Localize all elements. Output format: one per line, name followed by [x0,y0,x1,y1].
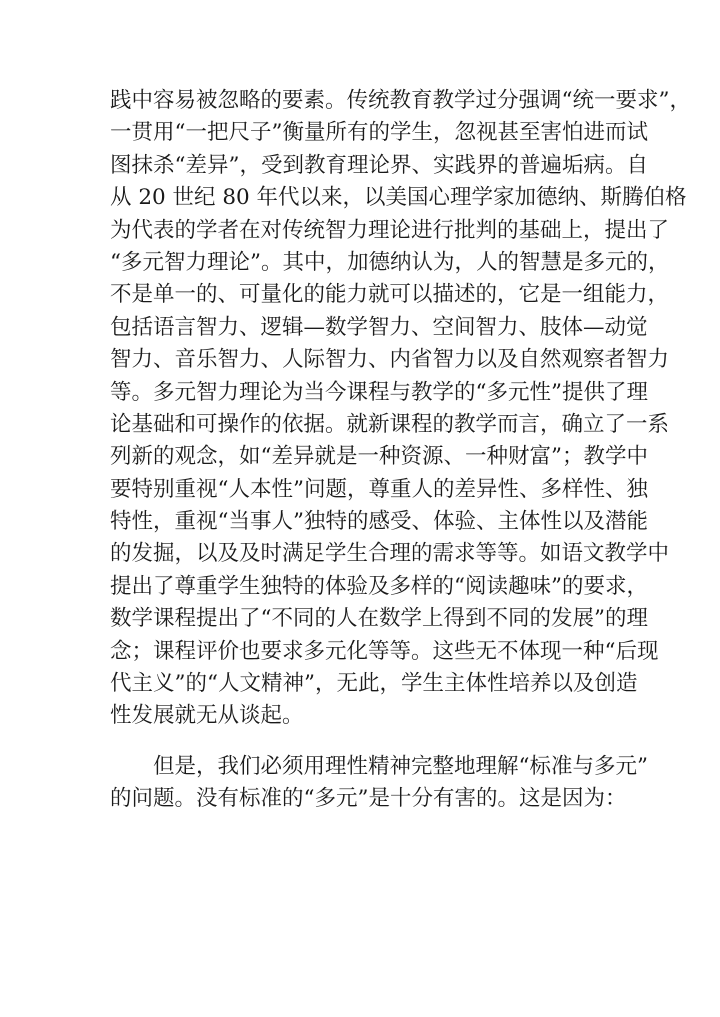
text-line: 特性，重视“当事人”独特的感受、体验、主体性以及潜能 [110,509,648,535]
text-line: 一贯用“一把尺子”衡量所有的学生，忽视甚至害怕进而试 [110,120,648,146]
text-line: 智力、音乐智力、人际智力、内省智力以及自然观察者智力 [110,347,670,373]
text-line: 不是单一的、可量化的能力就可以描述的，它是一组能力， [110,282,670,308]
text-line: 数学课程提出了“不同的人在数学上得到不同的发展”的理 [110,606,648,632]
paragraph [110,751,648,816]
body-text [110,85,691,816]
text-line: 提出了尊重学生独特的体验及多样的“阅读趣味”的要求， [110,573,648,599]
text-line: 论基础和可操作的依据。就新课程的教学而言，确立了一系 [110,411,670,437]
text-line: 列新的观念，如“差异就是一种资源、一种财富”；教学中 [110,444,648,470]
text-line: 的发掘，以及及时满足学生合理的需求等等。如语文教学中 [110,541,670,567]
text-line: 包括语言智力、逻辑—数学智力、空间智力、肢体—动觉 [110,314,648,340]
text-line: 但是，我们必须用理性精神完整地理解“标准与多元” [153,753,648,779]
paragraph [110,85,691,733]
text-line: 性发展就无从谈起。 [110,703,304,729]
text-line: 等。多元智力理论为当今课程与教学的“多元性”提供了理 [110,379,648,405]
text-line: 从 20 世纪 80 年代以来，以美国心理学家加德纳、斯腾伯格 [110,185,687,211]
paragraph-gap [110,733,615,751]
text-line: 图抹杀“差异”，受到教育理论界、实践界的普遍垢病。自 [110,152,648,178]
text-line: 念；课程评价也要求多元化等等。这些无不体现一种“后现 [110,638,659,664]
text-line: 的问题。没有标准的“多元”是十分有害的。这是因为： [110,786,627,812]
text-line: 践中容易被忽略的要素。传统教育教学过分强调“统一要求”， [110,88,691,113]
text-line: 代主义”的“人文精神”，无此，学生主体性培养以及创造 [110,671,638,697]
text-line: 为代表的学者在对传统智力理论进行批判的基础上，提出了 [110,217,670,243]
text-line: 要特别重视“人本性”问题，尊重人的差异性、多样性、独 [110,476,648,502]
text-line: “多元智力理论”。其中，加德纳认为，人的智慧是多元的， [110,249,670,275]
